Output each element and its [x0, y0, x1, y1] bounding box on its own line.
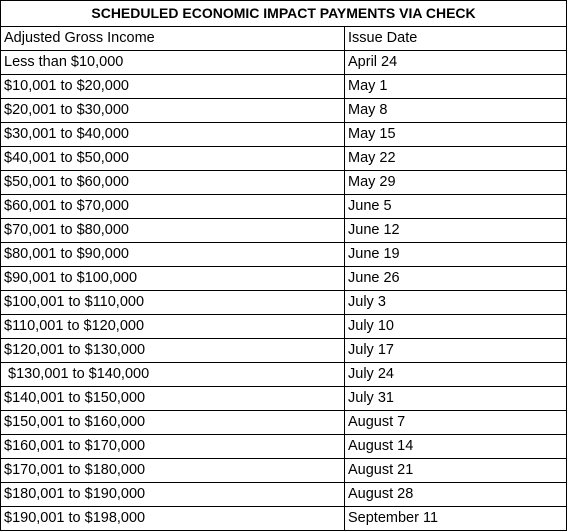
column-header-issue-date: Issue Date	[345, 27, 567, 51]
table-row	[1, 99, 567, 123]
issue-date-cell: August 7	[345, 411, 567, 435]
income-range-cell: $110,001 to $120,000	[1, 315, 345, 339]
issue-date-cell: July 10	[345, 315, 567, 339]
income-range-cell: $150,001 to $160,000	[1, 411, 345, 435]
table-body	[1, 27, 567, 531]
title-row	[1, 1, 567, 27]
table-row	[1, 339, 567, 363]
income-range-cell: $100,001 to $110,000	[1, 291, 345, 315]
issue-date-cell: May 1	[345, 75, 567, 99]
income-range-cell: $130,001 to $140,000	[1, 363, 345, 387]
issue-date-cell: July 24	[345, 363, 567, 387]
income-range-cell: $70,001 to $80,000	[1, 219, 345, 243]
income-range-cell: $20,001 to $30,000	[1, 99, 345, 123]
issue-date-cell: June 12	[345, 219, 567, 243]
income-range-cell: $90,001 to $100,000	[1, 267, 345, 291]
table-row	[1, 267, 567, 291]
issue-date-cell: July 17	[345, 339, 567, 363]
income-range-cell: $40,001 to $50,000	[1, 147, 345, 171]
table-row	[1, 363, 567, 387]
header-row	[1, 27, 567, 51]
issue-date-cell: April 24	[345, 51, 567, 75]
income-range-cell: $10,001 to $20,000	[1, 75, 345, 99]
table-row	[1, 435, 567, 459]
issue-date-cell: July 31	[345, 387, 567, 411]
table-row	[1, 291, 567, 315]
table-row	[1, 387, 567, 411]
issue-date-cell: June 19	[345, 243, 567, 267]
issue-date-cell: May 15	[345, 123, 567, 147]
income-range-cell: $50,001 to $60,000	[1, 171, 345, 195]
income-range-cell: $170,001 to $180,000	[1, 459, 345, 483]
income-range-cell: Less than $10,000	[1, 51, 345, 75]
income-range-cell: $140,001 to $150,000	[1, 387, 345, 411]
table-row	[1, 243, 567, 267]
table-row	[1, 123, 567, 147]
income-range-cell: $30,001 to $40,000	[1, 123, 345, 147]
issue-date-cell: July 3	[345, 291, 567, 315]
income-range-cell: $190,001 to $198,000	[1, 507, 345, 531]
table-row	[1, 195, 567, 219]
table-row	[1, 315, 567, 339]
table-row	[1, 51, 567, 75]
income-range-cell: $180,001 to $190,000	[1, 483, 345, 507]
table-row	[1, 507, 567, 531]
issue-date-cell: August 28	[345, 483, 567, 507]
table-row	[1, 459, 567, 483]
issue-date-cell: August 14	[345, 435, 567, 459]
income-range-cell: $120,001 to $130,000	[1, 339, 345, 363]
issue-date-cell: June 26	[345, 267, 567, 291]
table-row	[1, 147, 567, 171]
table-row	[1, 75, 567, 99]
table-row	[1, 411, 567, 435]
issue-date-cell: May 22	[345, 147, 567, 171]
table-row	[1, 171, 567, 195]
income-range-cell: $160,001 to $170,000	[1, 435, 345, 459]
issue-date-cell: August 21	[345, 459, 567, 483]
issue-date-cell: May 29	[345, 171, 567, 195]
issue-date-cell: May 8	[345, 99, 567, 123]
issue-date-cell: September 11	[345, 507, 567, 531]
table-row	[1, 219, 567, 243]
income-range-cell: $80,001 to $90,000	[1, 243, 345, 267]
income-range-cell: $60,001 to $70,000	[1, 195, 345, 219]
issue-date-cell: June 5	[345, 195, 567, 219]
table-row	[1, 483, 567, 507]
table-title: SCHEDULED ECONOMIC IMPACT PAYMENTS VIA CHECK	[1, 1, 567, 27]
column-header-income: Adjusted Gross Income	[1, 27, 345, 51]
